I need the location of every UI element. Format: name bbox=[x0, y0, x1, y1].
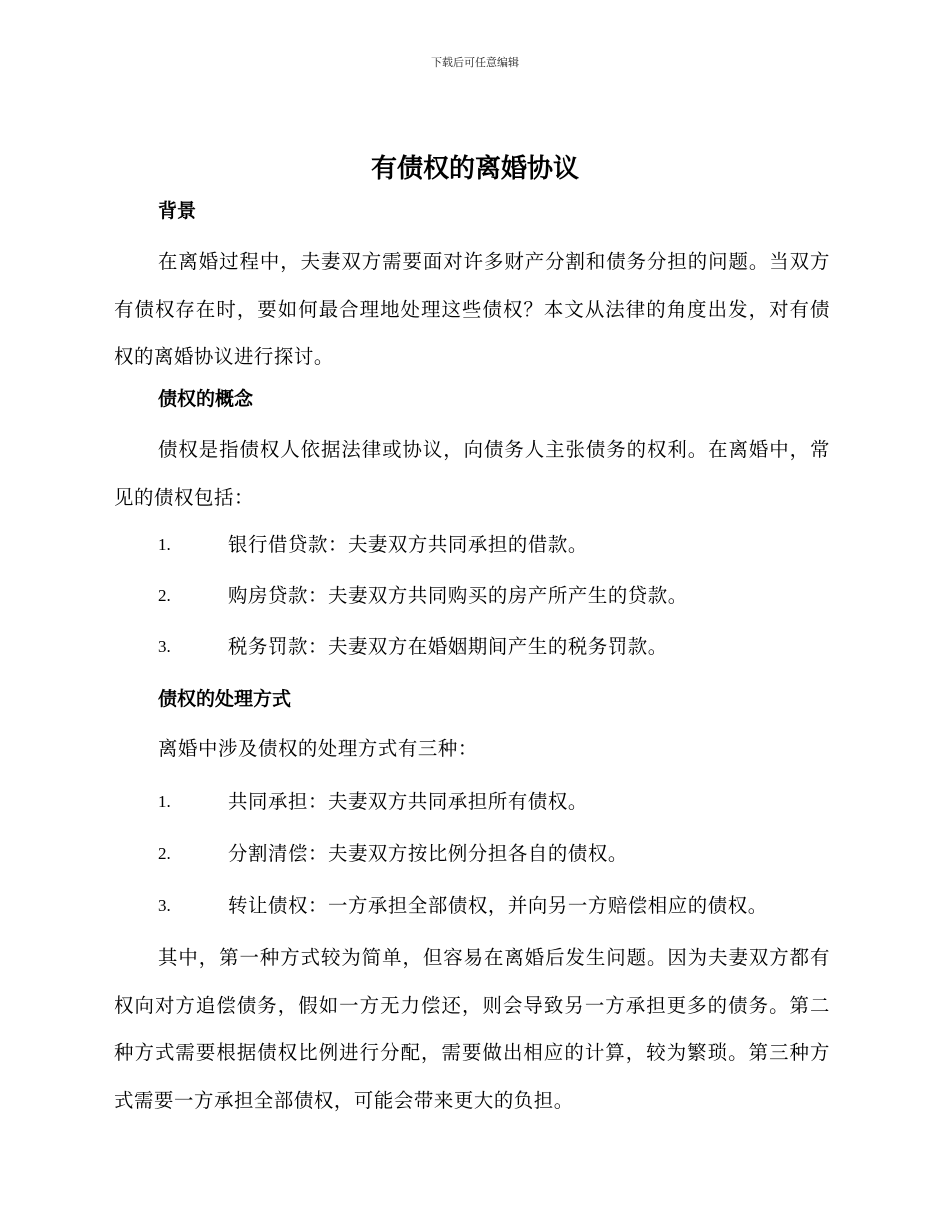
list-item-number: 1. bbox=[158, 535, 171, 554]
handling-list-item bbox=[158, 787, 858, 817]
background-paragraph: 在离婚过程中，夫妻双方需要面对许多财产分割和债务分担的问题。当双方有债权存在时，要如何最合理地处理这些债权？本文从法律的角度出发，对有债权的离婚协议进行探讨。 bbox=[114, 250, 830, 369]
handling-list-item bbox=[158, 839, 858, 869]
handling-list-item bbox=[158, 891, 858, 921]
list-item-number: 3. bbox=[158, 637, 171, 656]
list-item-text: 分割清偿：夫妻双方按比例分担各自的债权。 bbox=[228, 842, 628, 865]
document-title: 有债权的离婚协议 bbox=[370, 154, 579, 184]
section-heading-handling: 债权的处理方式 bbox=[158, 688, 292, 710]
list-item-number: 3. bbox=[158, 896, 171, 915]
list-item-text: 共同承担：夫妻双方共同承担所有债权。 bbox=[228, 790, 588, 813]
list-item-number: 2. bbox=[158, 844, 171, 863]
section-heading-background: 背景 bbox=[158, 200, 197, 222]
list-item-text: 转让债权：一方承担全部债权，并向另一方赔偿相应的债权。 bbox=[228, 894, 768, 917]
concept-paragraph: 债权是指债权人依据法律或协议，向债务人主张债务的权利。在离婚中，常见的债权包括： bbox=[114, 438, 830, 509]
list-item-text: 税务罚款：夫妻双方在婚姻期间产生的税务罚款。 bbox=[228, 635, 668, 658]
handling-intro: 离婚中涉及债权的处理方式有三种： bbox=[158, 737, 478, 760]
handling-paragraph: 其中，第一种方式较为简单，但容易在离婚后发生问题。因为夫妻双方都有权向对方追偿债务，假如一方无力偿还，则会导致另一方承担更多的债务。第二种方式需要根据债权比例进行分配，需要做出相应的计算，较为繁琐。第三种方式需要一方承担全部债权，可能会带来更大的负担。 bbox=[114, 946, 830, 1112]
list-item-number: 1. bbox=[158, 792, 171, 811]
page-header-note: 下载后可任意编辑 bbox=[431, 56, 519, 69]
concept-list-item bbox=[158, 530, 858, 560]
concept-list-item bbox=[158, 632, 858, 662]
section-heading-concept: 债权的概念 bbox=[158, 388, 254, 410]
list-item-text: 银行借贷款：夫妻双方共同承担的借款。 bbox=[228, 533, 588, 556]
list-item-number: 2. bbox=[158, 586, 171, 605]
list-item-text: 购房贷款：夫妻双方共同购买的房产所产生的贷款。 bbox=[228, 584, 688, 607]
concept-list-item bbox=[158, 581, 858, 611]
